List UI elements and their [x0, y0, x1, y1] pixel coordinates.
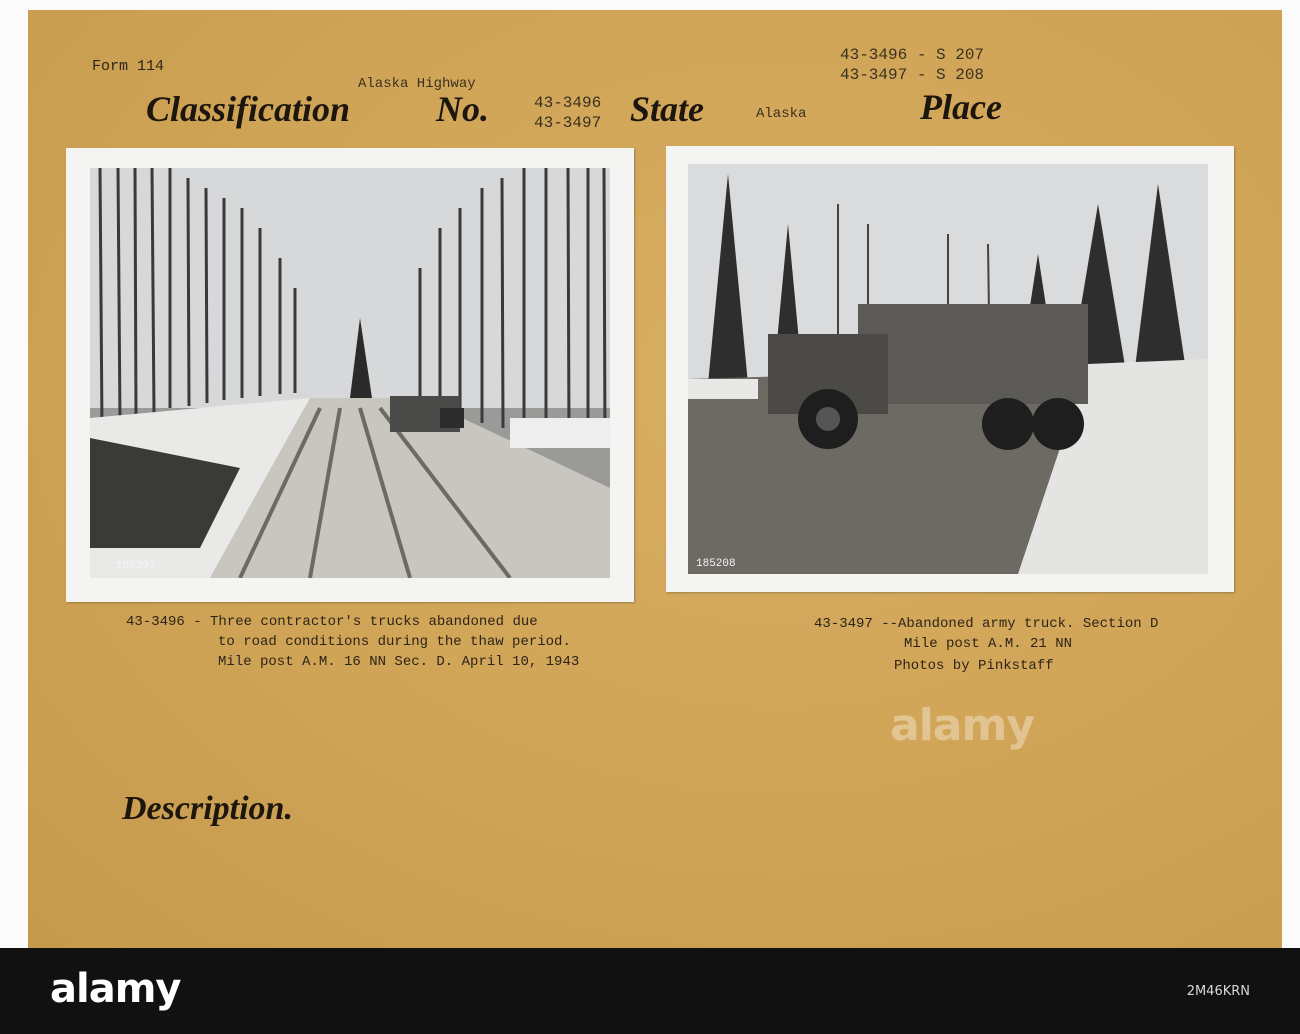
place-label: Place [920, 87, 1002, 127]
place-value-2: 43-3497 - S 208 [840, 66, 985, 84]
no-value-2: 43-3497 [534, 114, 602, 132]
place-value-1: 43-3496 - S 207 [840, 46, 985, 64]
caption-2-line-3: Photos by Pinkstaff [894, 658, 1054, 674]
caption-2-line-1: 43-3497 --Abandoned army truck. Section D [814, 616, 1159, 632]
negative-number-1: 185297 [116, 560, 156, 572]
photo-1 [66, 148, 634, 602]
no-label: No. [436, 89, 489, 129]
watermark: alamy [890, 700, 1034, 751]
state-label: State [630, 89, 705, 129]
photo-1-image [90, 168, 610, 578]
negative-number-2: 185208 [696, 558, 736, 570]
classification-value: Alaska Highway [358, 76, 476, 92]
footer-bar [0, 948, 1300, 1034]
form-label: Form 114 [92, 58, 165, 75]
photo-2-image [688, 164, 1208, 574]
caption-1-line-2: to road conditions during the thaw period. [218, 634, 571, 650]
caption-1-line-1: 43-3496 - Three contractor's trucks abandoned due [126, 614, 538, 630]
photo-2 [666, 146, 1234, 592]
archive-card [28, 10, 1282, 948]
state-value: Alaska [756, 106, 807, 122]
footer-logo[interactable]: alamy [50, 966, 181, 1012]
no-value-1: 43-3496 [534, 94, 602, 112]
caption-1-line-3: Mile post A.M. 16 NN Sec. D. April 10, 1943 [218, 654, 580, 670]
image-id: 2M46KRN [1186, 984, 1250, 999]
caption-2-line-2: Mile post A.M. 21 NN [904, 636, 1073, 652]
description-label: Description. [122, 790, 293, 827]
classification-label: Classification [146, 89, 351, 129]
